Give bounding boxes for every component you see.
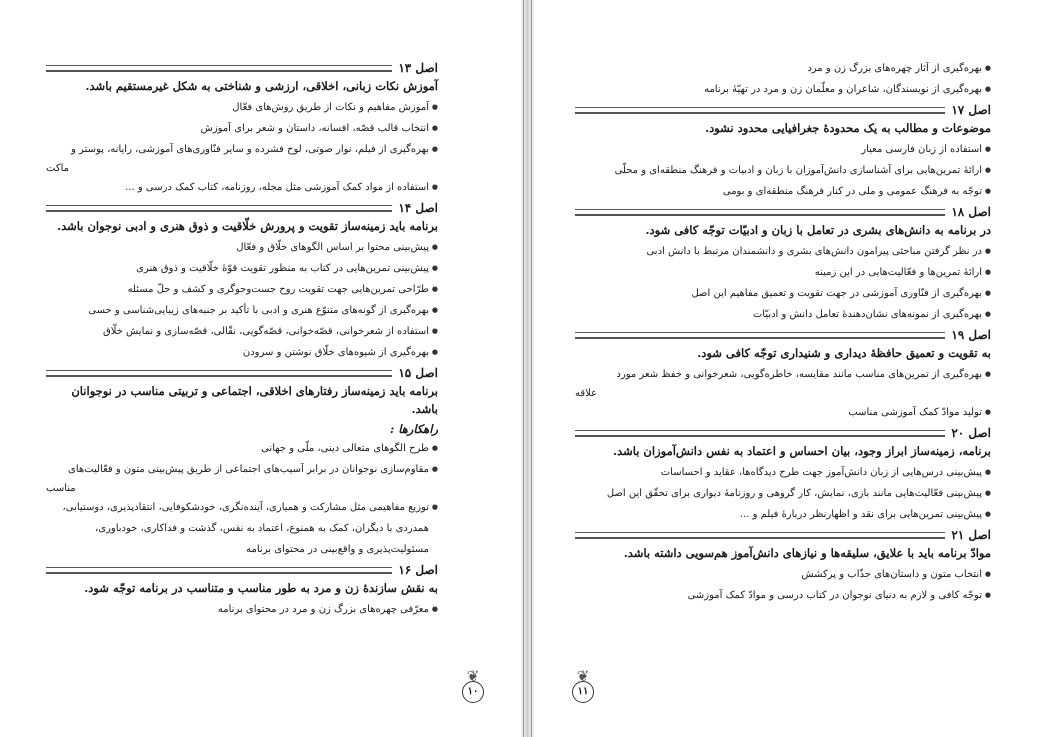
list-item: ● در نظر گرفتن مباحثی پیرامون دانش‌های بشری و دانشمندان مرتبط با دانش ادبی (575, 241, 991, 262)
section-heading (46, 60, 438, 76)
section-heading (46, 562, 438, 578)
list-item: ● تولید موادّ کمک آموزشی مناسب (575, 402, 991, 423)
section-title: موضوعات و مطالب به یک محدودهٔ جغرافیایی محدود نشود. (705, 121, 991, 135)
section-label: اصل ۱۴ (398, 201, 438, 215)
list-item: ● استفاده از مواد کمک آموزشی مثل مجله، روزنامه، کتاب کمک درسی و ... (46, 177, 438, 198)
section-heading (575, 204, 991, 220)
list-item: ● پیش‌بینی محتوا بر اساس الگوهای خلّاق و فعّال (46, 237, 438, 258)
overflow-word: علاقه (575, 388, 598, 399)
heading-rule (575, 332, 945, 339)
section-label: اصل ۲۰ (951, 426, 991, 440)
page-number-label: ۱۰ (462, 681, 484, 703)
list-item: ● ارائهٔ تمرین‌هایی برای آشناسازی دانش‌آموزان با زبان و ادبیات و فرهنگ منطقه‌ای و محلّی (575, 160, 991, 181)
heading-rule (46, 370, 392, 377)
list-item: ● استفاده از زبان فارسی معیار (575, 139, 991, 160)
list-item: ● بهره‌گیری از نمونه‌های نشان‌دهندهٔ تعامل دانش و ادبیّات (575, 304, 991, 325)
list-item: ● انتخاب متون و داستان‌های جذّاب و پرکشش (575, 564, 991, 585)
section-label: اصل ۱۵ (398, 366, 438, 380)
section-title: در برنامه به دانش‌های بشری در تعامل با زبان و ادبیّات توجّه کافی شود. (645, 223, 991, 237)
ornament-icon: ❦ (466, 667, 480, 685)
list-item: ● توجّه به فرهنگ عمومی و ملی در کنار فرهنگ منطقه‌ای و بومی (575, 181, 991, 202)
bullet-list (575, 139, 991, 202)
heading-rule (46, 567, 392, 574)
book-gutter (521, 0, 534, 737)
section-title: برنامه باید زمینه‌ساز رفتارهای اخلاقی، اجتماعی و تربیتی مناسب در نوجوانان باشد. (71, 384, 438, 416)
list-item: ● استفاده از شعرخوانی، قصّه‌خوانی، قصّه‌گویی، نقّالی، قصّه‌سازی و نمایش خلّاق (46, 321, 438, 342)
section-title: به نقش سازندهٔ زن و مرد به طور مناسب و متناسب در برنامه توجّه شود. (84, 581, 438, 595)
overflow-word: ماکت (46, 163, 69, 174)
bullet-list (575, 364, 991, 385)
list-item: ● ارائهٔ تمرین‌ها و فعّالیت‌هایی در این زمینه (575, 262, 991, 283)
list-item: ● پیش‌بینی تمرین‌هایی در کتاب به منظور تقویت قوّهٔ خلّاقیت و ذوق هنری (46, 258, 438, 279)
list-item: ● مقاوم‌سازی نوجوانان در برابر آسیب‌های اجتماعی از طریق پیش‌بینی متون و فعّالیت‌های (46, 459, 438, 480)
bullet-list (46, 599, 438, 620)
section-heading (575, 102, 991, 118)
section-title: موادّ برنامه باید با علایق، سلیقه‌ها و نیازهای دانش‌آموز هم‌سویی داشته باشد. (623, 546, 991, 560)
section-heading (575, 527, 991, 543)
list-item: ● بهره‌گیری از فیلم، نوار صوتی، لوح فشرده و سایر فنّاوری‌های آموزشی، رایانه، پوستر و (46, 139, 438, 160)
section-heading (575, 425, 991, 441)
section-heading (46, 365, 438, 381)
page-number-label: ۱۱ (572, 681, 594, 703)
ornament-icon: ❦ (576, 667, 590, 685)
right-page (534, 0, 1055, 737)
list-item: ● بهره‌گیری از نویسندگان، شاعران و معلّمان زن و مرد در تهیّهٔ برنامه (575, 79, 991, 100)
section-title: برنامه باید زمینه‌ساز تقویت و پرورش خلّاقیت و ذوق هنری و ادبی نوجوان باشد. (57, 219, 438, 233)
bullet-list (46, 497, 438, 560)
list-item: ● انتخاب قالب قصّه، افسانه، داستان و شعر برای آموزش (46, 118, 438, 139)
heading-rule (575, 107, 945, 114)
section-label: اصل ۱۸ (951, 205, 991, 219)
bullet-list (575, 564, 991, 606)
bullet-list (575, 462, 991, 525)
heading-rule (46, 205, 392, 212)
bullet-list (46, 177, 438, 198)
section-label: اصل ۲۱ (951, 528, 991, 542)
heading-rule (46, 65, 392, 72)
overflow-word: مناسب (46, 483, 76, 494)
section-heading (575, 327, 991, 343)
left-page-column (46, 58, 438, 620)
list-item: ● پیش‌بینی فعّالیت‌هایی مانند بازی، نمایش، کار گروهی و روزنامهٔ دیواری برای تحقّق این اصل (575, 483, 991, 504)
list-item: ● طرح الگوهای متعالی دینی، ملّی و جهانی (46, 438, 438, 459)
list-item: ● آموزش مفاهیم و نکات از طریق روش‌های فعّال (46, 97, 438, 118)
list-item: ● پیش‌بینی درس‌هایی از زبان دانش‌آموز جهت طرح دیدگاه‌ها، عقاید و احساسات (575, 462, 991, 483)
heading-rule (575, 209, 945, 216)
bullet-list (46, 438, 438, 480)
heading-rule (575, 430, 945, 437)
bullet-list (46, 237, 438, 363)
bullet-list (575, 402, 991, 423)
section-title: برنامه، زمینه‌ساز ابراز وجود، بیان احساس و اعتماد به نفس دانش‌آموزان باشد. (613, 444, 991, 458)
section-title: به تقویت و تعمیق حافظهٔ دیداری و شنیداری توجّه کافی شود. (697, 346, 991, 360)
bullet-list (575, 241, 991, 325)
list-item: ● توجّه کافی و لازم به دنیای نوجوان در کتاب درسی و موادّ کمک آموزشی (575, 585, 991, 606)
list-item: ● توزیع مفاهیمی مثل مشارکت و همیاری، آینده‌نگری، خودشکوفایی، انتقادپذیری، دوستیابی، همدردی با دیگران، کمک به همنوع، اعتماد به نفس، گذشت و فداکاری، خودباوری، مسئولیت‌پذیری و واقع‌بینی در محتوای برنامه (46, 497, 438, 560)
section-label: اصل ۱۶ (398, 563, 438, 577)
section-label: اصل ۱۷ (951, 103, 991, 117)
subheading: راهکارها : (389, 422, 438, 436)
list-item: ● بهره‌گیری از تمرین‌های مناسب مانند مقایسه، خاطره‌گویی، شعرخوانی و حفظ شعر مورد (575, 364, 991, 385)
left-page (0, 0, 521, 737)
list-item: ● بهره‌گیری از شیوه‌های خلّاق نوشتن و سرودن (46, 342, 438, 363)
bullet-list (575, 58, 991, 100)
section-title: آموزش نکات زبانی، اخلاقی، ارزشی و شناختی به شکل غیرمستقیم باشد. (85, 79, 438, 93)
section-heading (46, 200, 438, 216)
list-item: ● بهره‌گیری از فنّاوری آموزشی در جهت تقویت و تعمیق مفاهیم این اصل (575, 283, 991, 304)
list-item: ● پیش‌بینی تمرین‌هایی برای نقد و اظهارنظر دربارهٔ فیلم و ... (575, 504, 991, 525)
heading-rule (575, 532, 945, 539)
section-label: اصل ۱۹ (951, 328, 991, 342)
list-item: ● طرّاحی تمرین‌هایی جهت تقویت روح جست‌وجوگری و کشف و حلّ مسئله (46, 279, 438, 300)
list-item: ● بهره‌گیری از آثار چهره‌های بزرگ زن و مرد (575, 58, 991, 79)
bullet-list (46, 97, 438, 160)
page-number (566, 669, 600, 703)
list-item: ● معرّفی چهره‌های بزرگ زن و مرد در محتوای برنامه (46, 599, 438, 620)
right-page-column (575, 58, 991, 606)
section-label: اصل ۱۳ (398, 61, 438, 75)
list-item: ● بهره‌گیری از گونه‌های متنوّع هنری و ادبی با تأکید بر جنبه‌های زیبایی‌شناسی و حسی (46, 300, 438, 321)
page-number (456, 669, 490, 703)
